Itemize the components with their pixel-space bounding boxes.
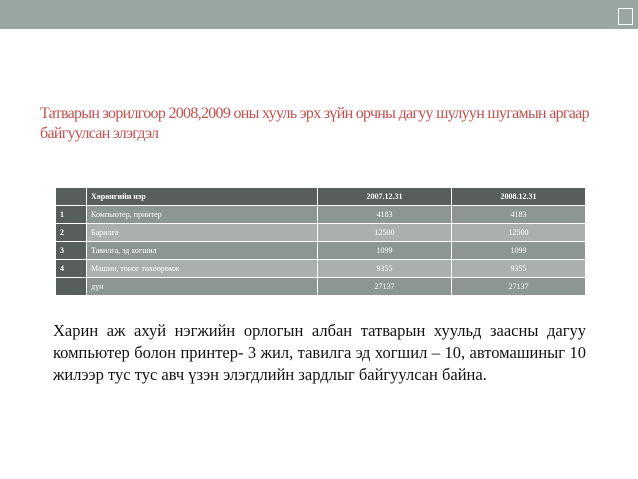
row-value-2008: 1099 — [452, 242, 586, 260]
table-header-2008: 2008.12.31 — [452, 188, 586, 206]
row-value-2008: 4183 — [452, 206, 586, 224]
depreciation-table — [56, 188, 586, 296]
row-index — [56, 278, 87, 296]
row-value-2007: 9355 — [318, 260, 452, 278]
table-row — [56, 224, 586, 242]
top-accent-bar — [0, 0, 638, 29]
row-total-2008: 27137 — [452, 278, 586, 296]
corner-box-decoration — [618, 8, 633, 25]
body-paragraph: Харин аж ахуй нэгжийн орлогын албан татварын хуульд заасны дагуу компьютер болон принтер- 3 жил, тавилга эд хогшил – 10, автомашиныг 10 жилээр тус тус авч үзэн элэгдлийн зардлыг байгуулсан байна. — [53, 321, 586, 384]
table-row — [56, 260, 586, 278]
slide-title: Татварын зорилгоор 2008,2009 оны хууль эрх зүйн орчны дагуу шулуун шугамын аргаар байгуулсан элэгдэл — [40, 105, 589, 142]
row-asset-name: Компьютер, принтер — [87, 206, 318, 224]
row-asset-name: Тавилга, эд хогшил — [87, 242, 318, 260]
table-header-asset-name: Хөрөнгийн нэр — [87, 188, 318, 206]
row-index: 1 — [56, 206, 87, 224]
row-asset-name: Барилга — [87, 224, 318, 242]
row-index: 3 — [56, 242, 87, 260]
row-asset-name: Машин, тоног төхөөрөмж — [87, 260, 318, 278]
table-row — [56, 206, 586, 224]
table-row — [56, 242, 586, 260]
table-total-row — [56, 278, 586, 296]
row-index: 2 — [56, 224, 87, 242]
row-total-label: дүн — [87, 278, 318, 296]
row-value-2007: 12500 — [318, 224, 452, 242]
row-total-2007: 27137 — [318, 278, 452, 296]
row-value-2007: 4183 — [318, 206, 452, 224]
row-value-2008: 12500 — [452, 224, 586, 242]
table-header-row — [56, 188, 586, 206]
row-index: 4 — [56, 260, 87, 278]
table-header-index — [56, 188, 87, 206]
row-value-2007: 1099 — [318, 242, 452, 260]
row-value-2008: 9355 — [452, 260, 586, 278]
table-header-2007: 2007.12.31 — [318, 188, 452, 206]
